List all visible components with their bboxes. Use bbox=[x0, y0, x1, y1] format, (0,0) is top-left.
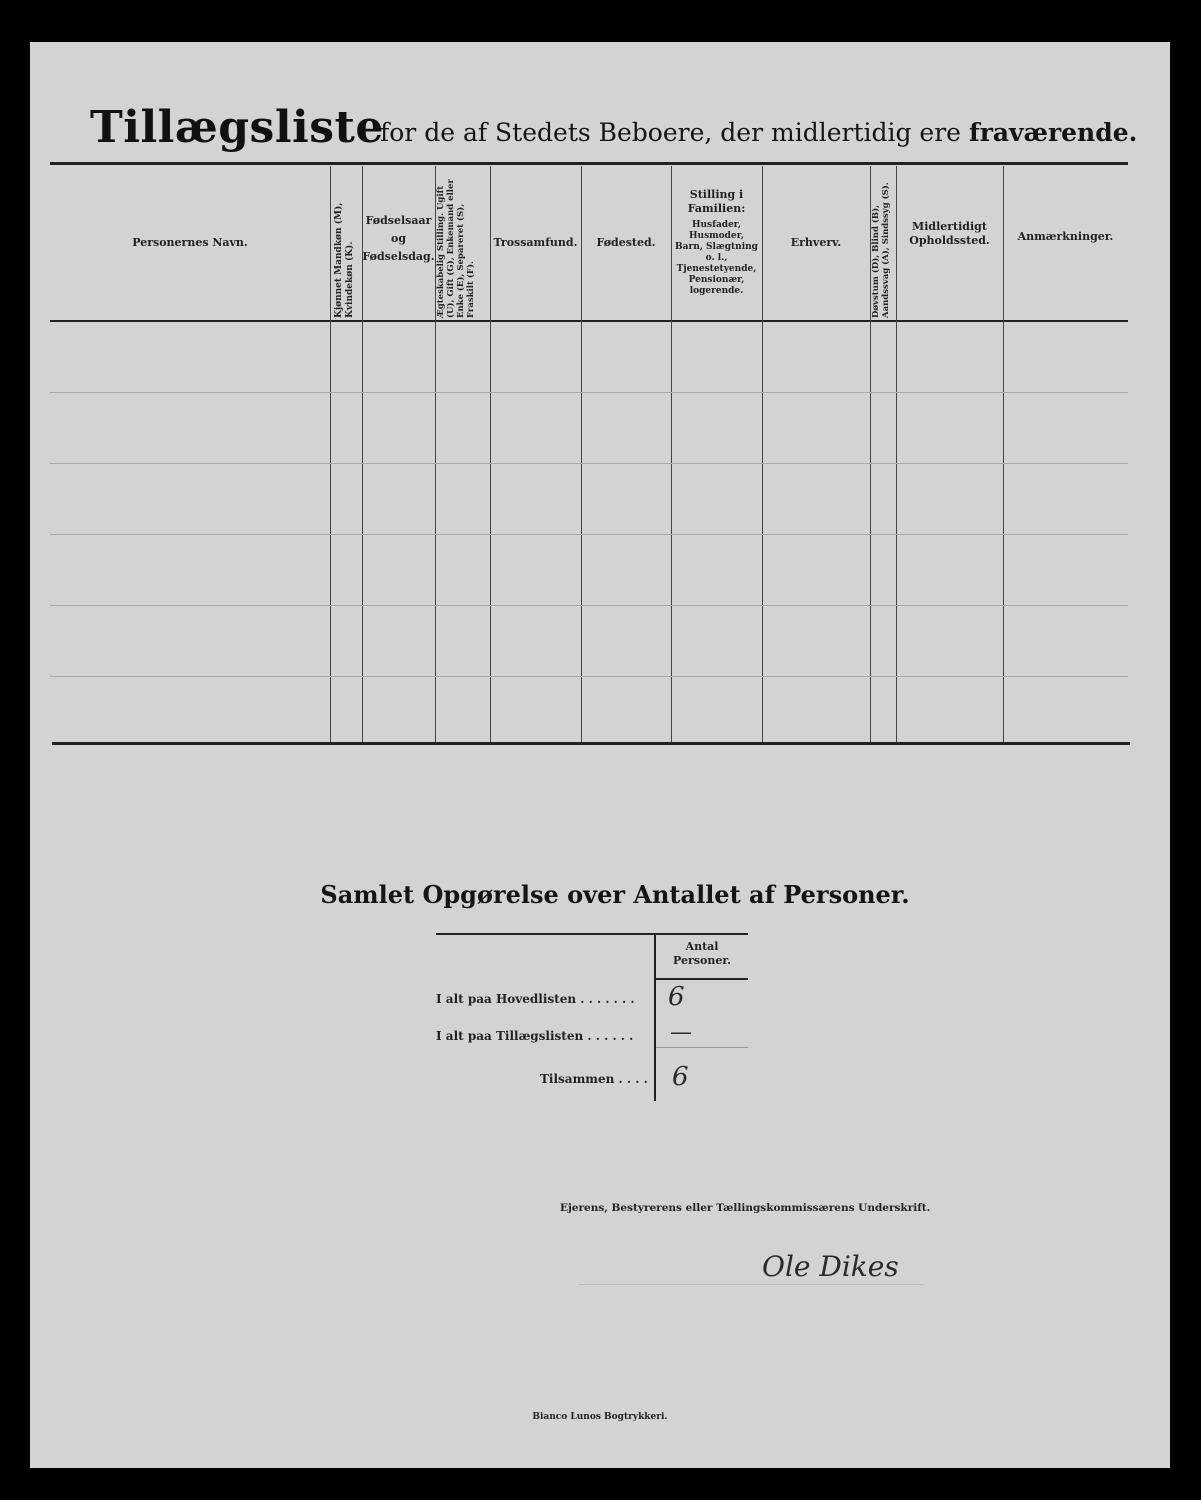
title-subtitle bbox=[380, 118, 1137, 147]
header-remarks: Anmærkninger. bbox=[1017, 230, 1114, 243]
summary-col-header-line1: Antal bbox=[685, 940, 719, 953]
summary-row-value: 6 bbox=[672, 1062, 689, 1092]
header-residence-line2: Opholdssted. bbox=[909, 234, 990, 247]
form-title bbox=[90, 102, 1138, 162]
census-form-page bbox=[30, 42, 1170, 1468]
summary-title: Samlet Opgørelse over Antallet af Personer. bbox=[320, 880, 910, 909]
signature-name: Ole Dikes bbox=[762, 1250, 899, 1283]
column-divider bbox=[896, 166, 897, 742]
column-divider bbox=[1003, 166, 1004, 742]
header-birth-line2: og bbox=[390, 232, 407, 245]
header-name: Personernes Navn. bbox=[132, 236, 248, 249]
header-occupation: Erhverv. bbox=[790, 236, 842, 249]
header-birthplace: Fødested. bbox=[596, 236, 656, 249]
summary-row-label: I alt paa Hovedlisten . . . . . . . bbox=[436, 992, 635, 1006]
header-family-line3: Husfader, Husmoder, Barn, Slægtning o. l., Tjenestetyende, Pensionær, logerende. bbox=[675, 220, 758, 296]
header-bottom-rule bbox=[50, 320, 1128, 322]
row-divider bbox=[50, 676, 1128, 677]
table-bottom-rule bbox=[52, 742, 1130, 745]
header-family-line1: Stilling i bbox=[689, 188, 744, 201]
table-top-rule bbox=[50, 162, 1128, 165]
summary-col-header-line2: Personer. bbox=[673, 954, 731, 967]
summary-row-value: 6 bbox=[668, 982, 685, 1012]
header-family bbox=[671, 188, 762, 297]
header-residence-line1: Midlertidigt bbox=[912, 220, 987, 233]
header-residence bbox=[896, 220, 1003, 248]
header-birth-line1: Fødselsaar bbox=[365, 214, 432, 227]
summary-row-value: — bbox=[670, 1020, 692, 1045]
title-rest-text: for de af Stedets Beboere, der midlertidig ere bbox=[380, 118, 961, 147]
signature-caption: Ejerens, Bestyrerens eller Tællingskommissærens Underskrift. bbox=[560, 1202, 931, 1214]
column-divider bbox=[490, 166, 491, 742]
summary-top-rule bbox=[436, 933, 748, 935]
header-disability: Døvstum (D), Blind (B), Aandssvag (A), Sindssyg (S). bbox=[871, 182, 891, 318]
header-gender: Kjønnet Mandkøn (M), Kvindekøn (K). bbox=[334, 202, 355, 318]
printer-imprint: Bianco Lunos Bogtrykkeri. bbox=[532, 1412, 668, 1422]
title-emphasis: fraværende. bbox=[968, 118, 1138, 147]
summary-column-header bbox=[656, 940, 748, 968]
header-birth-line3: Fødselsdag. bbox=[362, 250, 435, 263]
signature-line bbox=[578, 1284, 924, 1285]
title-main: Tillægsliste bbox=[90, 102, 384, 153]
header-family-line2: Familien: bbox=[687, 202, 746, 215]
column-divider bbox=[330, 166, 331, 742]
row-divider bbox=[50, 534, 1128, 535]
row-divider bbox=[50, 463, 1128, 464]
header-religion: Trossamfund. bbox=[493, 236, 578, 249]
column-divider bbox=[581, 166, 582, 742]
summary-row-label: Tilsammen . . . . bbox=[540, 1072, 648, 1086]
row-divider bbox=[50, 605, 1128, 606]
summary-row-label: I alt paa Tillægslisten . . . . . . bbox=[436, 1029, 634, 1043]
header-birth bbox=[362, 214, 435, 264]
header-marital: Ægteskabelig Stilling. Ugift (U), Gift (G), Enkemand eller Enke (E), Separeret (S), Fraskilt (F). bbox=[436, 179, 476, 318]
summary-row-divider bbox=[656, 1047, 748, 1048]
row-divider bbox=[50, 392, 1128, 393]
column-divider bbox=[762, 166, 763, 742]
summary-header-rule bbox=[656, 978, 748, 980]
